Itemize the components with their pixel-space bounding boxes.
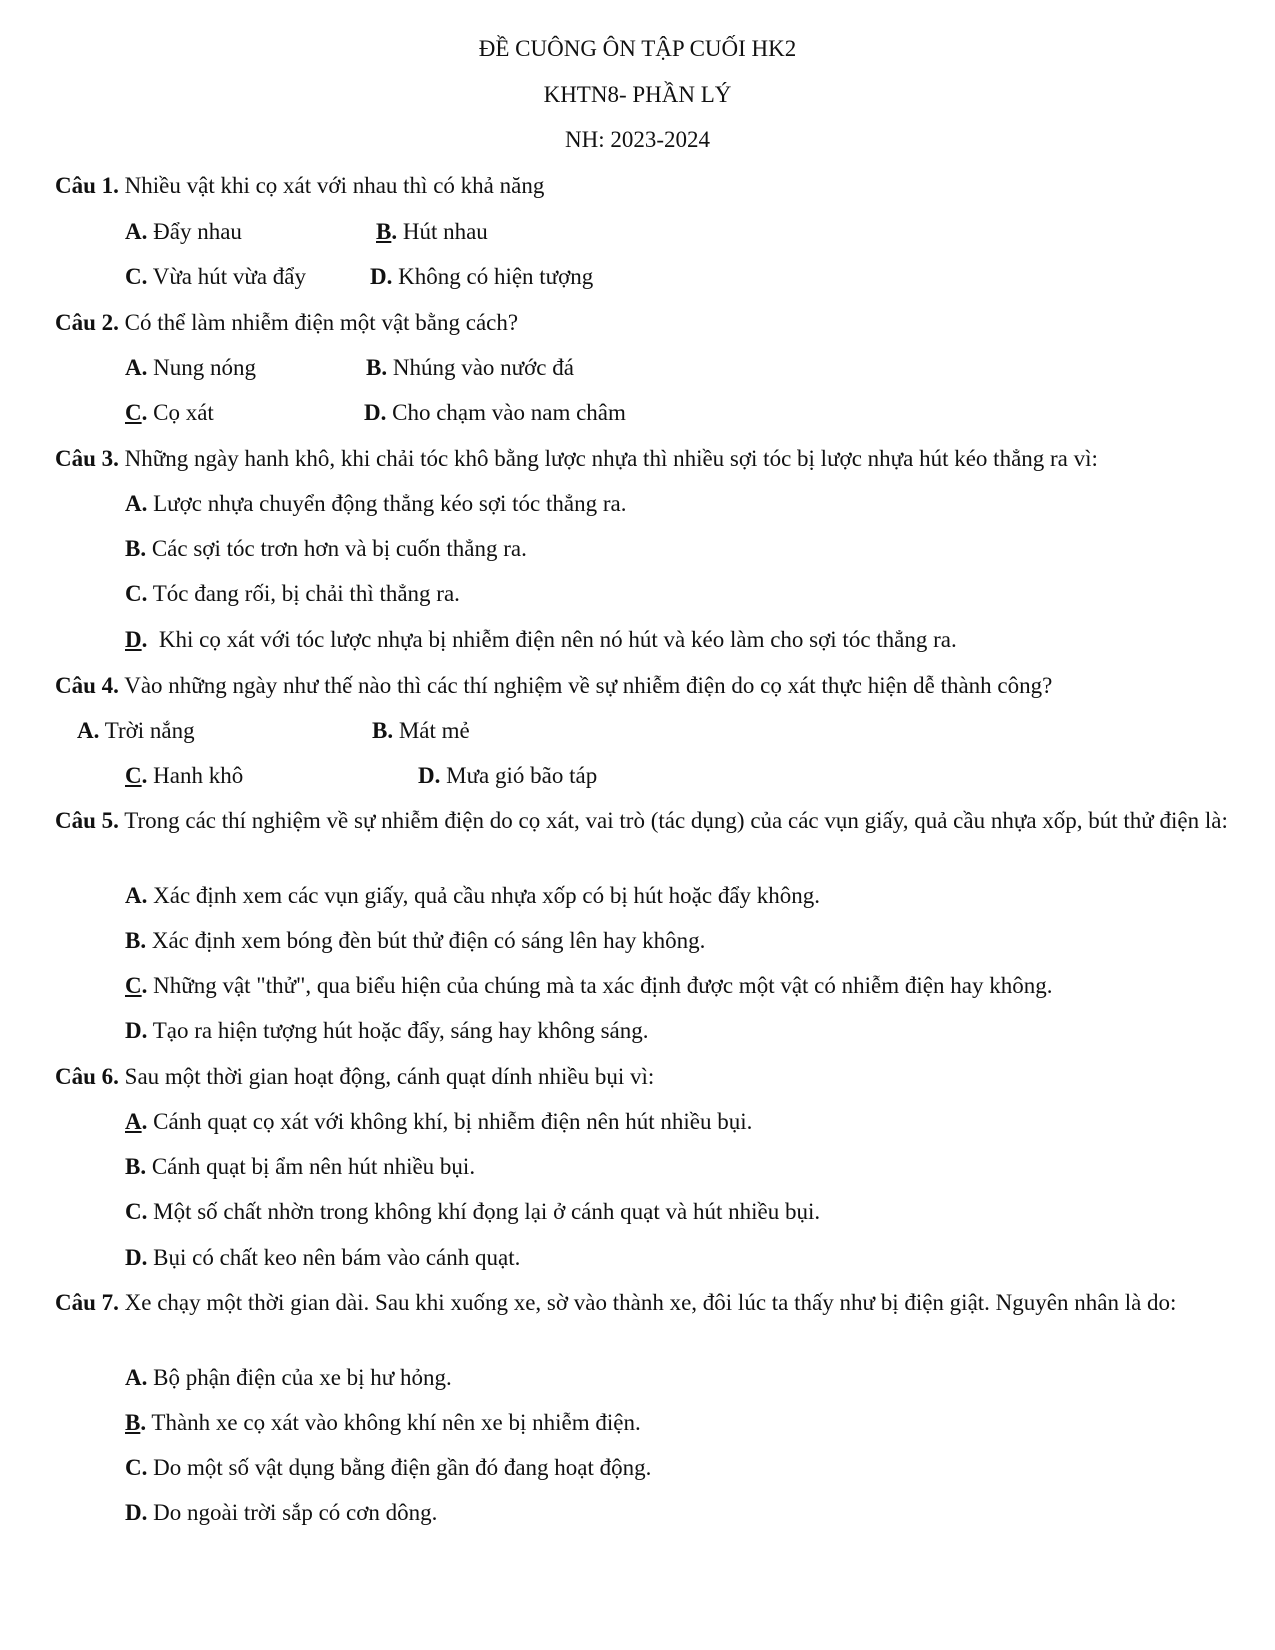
option-separator: . — [141, 1455, 148, 1480]
option-separator: . — [141, 264, 148, 289]
option-text: Mưa gió bão táp — [440, 763, 598, 788]
option-separator: . — [141, 491, 148, 516]
option-key: D — [418, 763, 435, 788]
question-3-option-d — [125, 626, 957, 654]
question-1-option-a — [125, 218, 242, 246]
question-label: Câu 6. — [55, 1064, 119, 1089]
question-4-option-a — [77, 717, 195, 745]
option-text: Hút nhau — [397, 219, 488, 244]
option-key-correct: C — [125, 973, 142, 998]
option-text: Đẩy nhau — [147, 219, 242, 244]
option-separator: . — [141, 355, 148, 380]
option-separator: . — [140, 1154, 147, 1179]
question-5-option-b — [125, 927, 705, 955]
question-6-option-d — [125, 1244, 520, 1272]
option-key: D — [370, 264, 387, 289]
option-separator: . — [141, 400, 148, 425]
option-separator: . — [140, 928, 147, 953]
option-text: Lược nhựa chuyển động thẳng kéo sợi tóc thẳng ra. — [147, 491, 627, 516]
option-separator: . — [141, 1245, 148, 1270]
question-7-option-a — [125, 1364, 452, 1392]
question-7-option-c — [125, 1454, 651, 1482]
option-text: Cọ xát — [147, 400, 214, 425]
question-3-option-b — [125, 535, 527, 563]
option-text: Cánh quạt cọ xát với không khí, bị nhiễm điện nên hút nhiều bụi. — [147, 1109, 753, 1134]
question-text: Vào những ngày như thế nào thì các thí nghiệm về sự nhiễm điện do cọ xát thực hiện dễ thành công? — [118, 673, 1053, 698]
question-2-option-d — [364, 399, 626, 427]
question-5-option-a — [125, 882, 820, 910]
option-text: Mát mẻ — [393, 718, 470, 743]
option-key: B — [372, 718, 388, 743]
question-4-option-c — [125, 762, 243, 790]
question-text: Những ngày hanh khô, khi chải tóc khô bằng lược nhựa thì nhiều sợi tóc bị lược nhựa hút kéo thẳng ra vì: — [118, 446, 1098, 471]
question-7-option-b — [125, 1409, 641, 1437]
option-key-correct: C — [125, 763, 142, 788]
question-2-option-a — [125, 354, 256, 382]
option-key: A — [125, 1365, 142, 1390]
option-text: Những vật "thử", qua biểu hiện của chúng mà ta xác định được một vật có nhiễm điện hay không. — [147, 973, 1053, 998]
option-separator: . — [141, 763, 148, 788]
question-text: Xe chạy một thời gian dài. Sau khi xuống xe, sờ vào thành xe, đôi lúc ta thấy như bị điện giật. Nguyên nhân là do: — [118, 1290, 1177, 1315]
option-text: Cánh quạt bị ẩm nên hút nhiều bụi. — [146, 1154, 476, 1179]
option-text: Bụi có chất keo nên bám vào cánh quạt. — [147, 1245, 521, 1270]
option-text: Do một số vật dụng bằng điện gần đó đang hoạt động. — [147, 1455, 652, 1480]
option-key: B — [366, 355, 382, 380]
question-label: Câu 7. — [55, 1290, 119, 1315]
option-text: Xác định xem các vụn giấy, quả cầu nhựa xốp có bị hút hoặc đẩy không. — [147, 883, 821, 908]
option-key-correct: B — [376, 219, 392, 244]
option-separator: . — [141, 1365, 148, 1390]
option-separator: . — [141, 973, 148, 998]
option-separator: . — [141, 1500, 148, 1525]
document-school-year: NH: 2023-2024 — [564, 127, 711, 152]
option-key: A — [125, 883, 142, 908]
question-label: Câu 5. — [55, 808, 119, 833]
question-1-option-d — [370, 263, 593, 291]
option-text: Các sợi tóc trơn hơn và bị cuốn thẳng ra. — [146, 536, 527, 561]
question-label: Câu 1. — [55, 173, 119, 198]
option-separator: . — [140, 1410, 147, 1435]
question-5-option-d — [125, 1017, 649, 1045]
option-key: B — [125, 928, 141, 953]
option-separator: . — [141, 219, 148, 244]
option-separator: . — [381, 355, 388, 380]
question-4-option-d — [418, 762, 597, 790]
question-text: Trong các thí nghiệm về sự nhiễm điện do cọ xát, vai trò (tác dụng) của các vụn giấy, quả cầu nhựa xốp, bút thử điện là: — [118, 808, 1228, 833]
option-separator: . — [141, 1109, 148, 1134]
question-1-option-c — [125, 263, 306, 291]
option-text: Cho chạm vào nam châm — [386, 400, 626, 425]
question-2-option-b — [366, 354, 574, 382]
option-text: Nung nóng — [147, 355, 256, 380]
question-label: Câu 4. — [55, 673, 119, 698]
option-key: C — [125, 1199, 142, 1224]
option-key: A — [125, 355, 142, 380]
question-1 — [55, 172, 544, 200]
document-title: ĐỀ CUÔNG ÔN TẬP CUỐI HK2 — [478, 36, 797, 61]
option-separator: . — [434, 763, 441, 788]
option-key-correct: C — [125, 400, 142, 425]
option-separator: . — [140, 536, 147, 561]
question-6-option-b — [125, 1153, 475, 1181]
question-label: Câu 2. — [55, 310, 119, 335]
option-key: C — [125, 581, 142, 606]
option-text: Thành xe cọ xát vào không khí nên xe bị nhiễm điện. — [146, 1410, 641, 1435]
option-separator: . — [141, 1199, 148, 1224]
option-separator: . — [387, 718, 394, 743]
option-separator: . — [141, 581, 148, 606]
option-separator: . — [93, 718, 100, 743]
option-key: D — [364, 400, 381, 425]
option-key: C — [125, 264, 142, 289]
question-7 — [55, 1288, 1230, 1318]
question-label: Câu 3. — [55, 446, 119, 471]
question-5 — [55, 806, 1230, 836]
question-5-option-c — [125, 972, 1052, 1000]
option-text: Khi cọ xát với tóc lược nhựa bị nhiễm điện nên nó hút và kéo làm cho sợi tóc thẳng ra. — [147, 627, 957, 652]
option-key: B — [125, 1154, 141, 1179]
question-3 — [55, 445, 1098, 473]
question-6 — [55, 1063, 654, 1091]
option-key-correct: B — [125, 1410, 141, 1435]
question-6-option-a — [125, 1108, 752, 1136]
option-text: Trời nắng — [99, 718, 195, 743]
option-separator: . — [141, 1018, 148, 1043]
question-3-option-a — [125, 490, 626, 518]
option-separator: . — [391, 219, 398, 244]
option-key: A — [125, 491, 142, 516]
option-key: A — [125, 219, 142, 244]
option-key-correct: D — [125, 627, 142, 652]
question-4 — [55, 672, 1052, 700]
option-key: C — [125, 1455, 142, 1480]
option-text: Không có hiện tượng — [392, 264, 594, 289]
option-key: D — [125, 1018, 142, 1043]
question-text: Có thể làm nhiễm điện một vật bằng cách? — [118, 310, 519, 335]
question-2 — [55, 309, 518, 337]
option-text: Nhúng vào nước đá — [387, 355, 574, 380]
option-text: Xác định xem bóng đèn bút thử điện có sáng lên hay không. — [146, 928, 706, 953]
option-separator: . — [380, 400, 387, 425]
question-text: Sau một thời gian hoạt động, cánh quạt dính nhiều bụi vì: — [118, 1064, 655, 1089]
question-6-option-c — [125, 1198, 820, 1226]
option-key-correct: A — [125, 1109, 142, 1134]
option-text: Hanh khô — [147, 763, 244, 788]
option-separator: . — [386, 264, 393, 289]
question-text: Nhiều vật khi cọ xát với nhau thì có khả năng — [118, 173, 545, 198]
option-key: B — [125, 536, 141, 561]
option-separator: . — [141, 627, 148, 652]
option-key: A — [77, 718, 94, 743]
question-1-option-b — [376, 218, 488, 246]
question-2-option-c — [125, 399, 214, 427]
document-subject: KHTN8- PHẦN LÝ — [543, 82, 732, 107]
question-3-option-c — [125, 580, 460, 608]
option-text: Bộ phận điện của xe bị hư hỏng. — [147, 1365, 452, 1390]
question-7-option-d — [125, 1499, 437, 1527]
option-text: Do ngoài trời sắp có cơn dông. — [147, 1500, 438, 1525]
option-text: Vừa hút vừa đẩy — [147, 264, 307, 289]
option-text: Một số chất nhờn trong không khí đọng lại ở cánh quạt và hút nhiều bụi. — [147, 1199, 821, 1224]
option-text: Tạo ra hiện tượng hút hoặc đẩy, sáng hay không sáng. — [147, 1018, 649, 1043]
question-4-option-b — [372, 717, 470, 745]
option-key: D — [125, 1245, 142, 1270]
option-separator: . — [141, 883, 148, 908]
option-key: D — [125, 1500, 142, 1525]
option-text: Tóc đang rối, bị chải thì thẳng ra. — [147, 581, 460, 606]
